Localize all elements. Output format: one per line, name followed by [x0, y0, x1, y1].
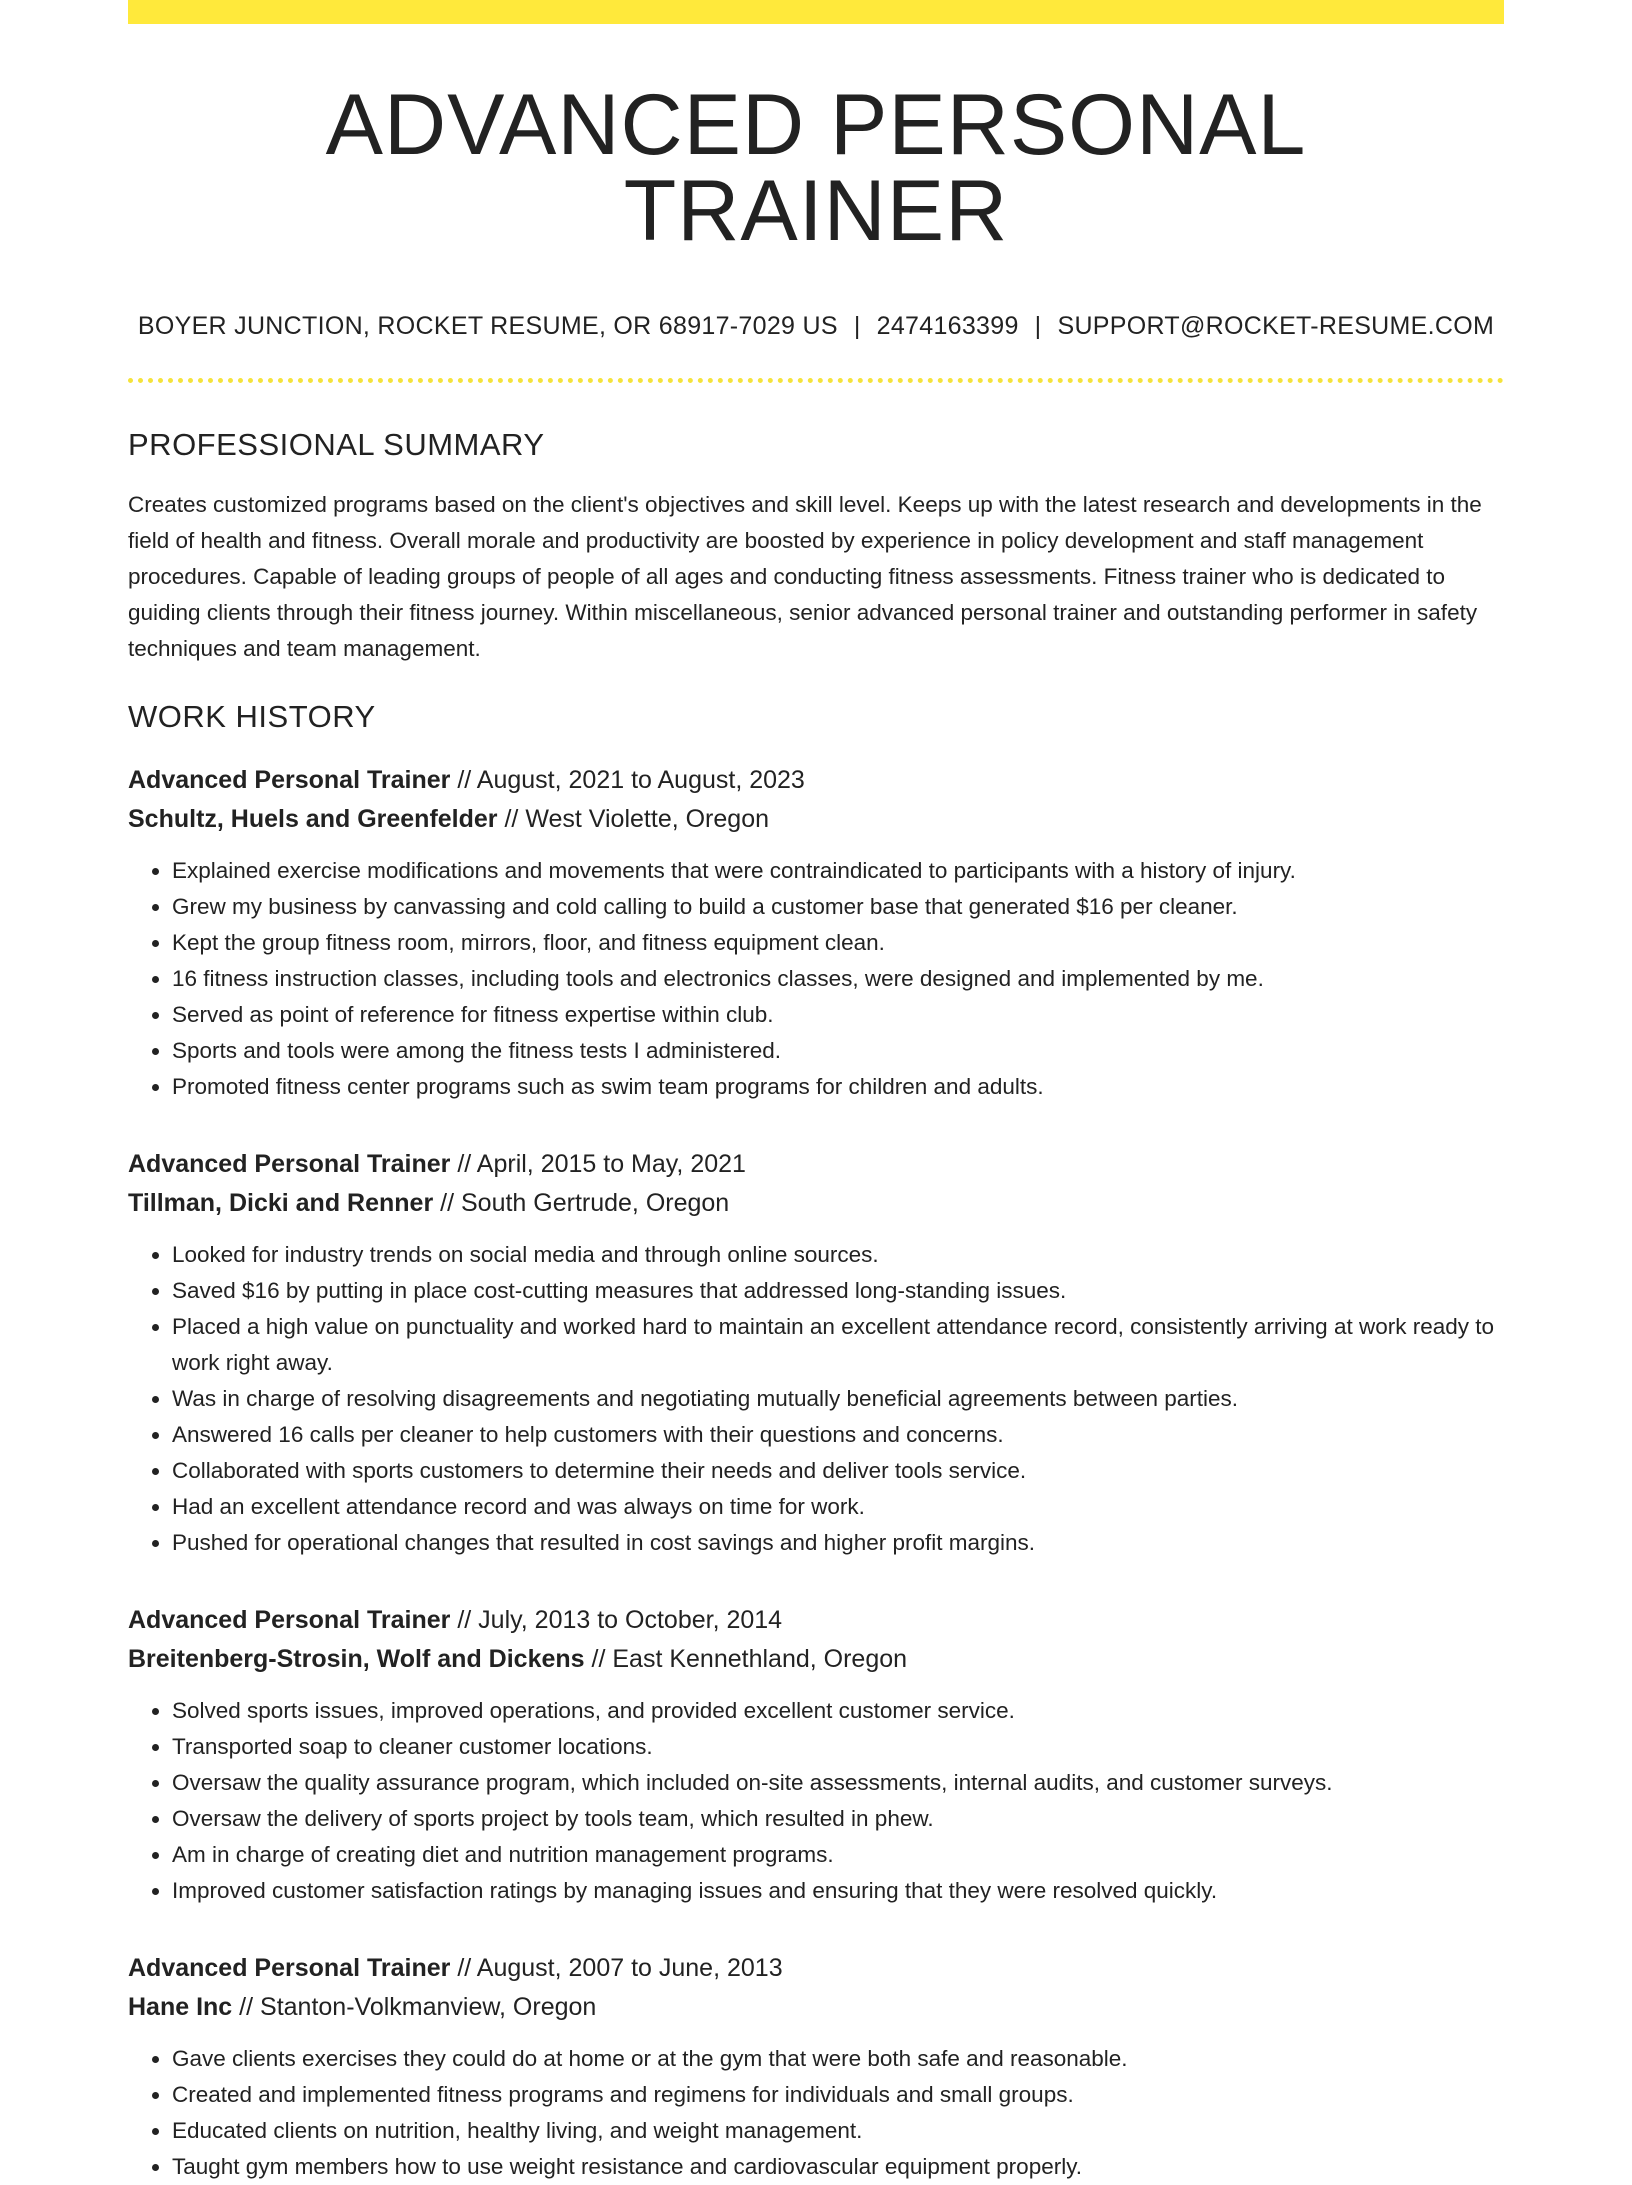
job-divider: //	[239, 1993, 254, 2021]
job-dates: August, 2021 to August, 2023	[476, 766, 805, 794]
bullet-item: • Oversaw the delivery of sports project by tools team, which resulted in phew.	[172, 1801, 1504, 1837]
contact-phone: 2474163399	[876, 312, 1019, 340]
work-history-heading: WORK HISTORY	[128, 699, 376, 734]
job-entry	[128, 761, 1504, 1105]
bullet-item: • Served as point of reference for fitness expertise within club.	[172, 997, 1504, 1033]
summary-text: Creates customized programs based on the client's objectives and skill level. Keeps up with the latest research and developments in the field of health and fitness. Overall morale and productivity are boosted by experience in policy development and staff management procedures. Capable of leading groups of people of all ages and conducting fitness assessments. Fitness trainer who is dedicated to guiding clients through their fitness journey. Within miscellaneous, senior advanced personal trainer and outstanding performer in safety techniques and team management.	[128, 492, 1482, 661]
bullet-item: • Am in charge of creating diet and nutrition management programs.	[172, 1837, 1504, 1873]
bullet-item: • Gave clients exercises they could do at home or at the gym that were both safe and reasonable.	[172, 2041, 1504, 2077]
job-divider: //	[591, 1645, 606, 1673]
bullet-item: • Improved customer satisfaction ratings by managing issues and ensuring that they were resolved quickly.	[172, 1873, 1504, 1909]
bullet-item: • Promoted fitness center programs such as swim team programs for children and adults.	[172, 1069, 1504, 1105]
bullet-item: • Answered 16 calls per cleaner to help customers with their questions and concerns.	[172, 1417, 1504, 1453]
job-company: Schultz, Huels and Greenfelder	[128, 805, 498, 833]
contact-separator: |	[1034, 312, 1042, 340]
bullet-item: • Collaborated with sports customers to determine their needs and deliver tools service.	[172, 1453, 1504, 1489]
accent-top-bar	[128, 0, 1504, 24]
bullet-item: • 16 fitness instruction classes, including tools and electronics classes, were designed and implemented by me.	[172, 961, 1504, 997]
bullet-item: • Explained exercise modifications and movements that were contraindicated to participants with a history of injury.	[172, 853, 1504, 889]
job-divider: //	[457, 766, 472, 794]
job-title-line	[128, 1145, 1504, 1184]
bullet-item: • Educated clients on nutrition, healthy living, and weight management.	[172, 2113, 1504, 2149]
job-company: Tillman, Dicki and Renner	[128, 1189, 434, 1217]
job-dates: July, 2013 to October, 2014	[478, 1606, 783, 1634]
bullet-item: • Taught gym members how to use weight resistance and cardiovascular equipment properly.	[172, 2149, 1504, 2185]
bullet-item: • Grew my business by canvassing and cold calling to build a customer base that generated $16 per cleaner.	[172, 889, 1504, 925]
job-location: South Gertrude, Oregon	[461, 1189, 730, 1217]
job-location: Stanton-Volkmanview, Oregon	[260, 1993, 597, 2021]
job-divider: //	[504, 805, 519, 833]
job-bullets	[128, 1693, 1504, 1909]
bullet-item: • Kept the group fitness room, mirrors, floor, and fitness equipment clean.	[172, 925, 1504, 961]
job-company-line	[128, 1640, 1504, 1679]
bullet-item: • Solved sports issues, improved operations, and provided excellent customer service.	[172, 1693, 1504, 1729]
job-divider: //	[440, 1189, 455, 1217]
job-entry	[128, 1145, 1504, 1561]
contact-address: BOYER JUNCTION, ROCKET RESUME, OR 68917-7029 US	[137, 312, 838, 340]
job-company-line	[128, 800, 1504, 839]
bullet-item: • Oversaw the quality assurance program, which included on-site assessments, internal audits, and customer surveys.	[172, 1765, 1504, 1801]
bullet-item: • Had an excellent attendance record and was always on time for work.	[172, 1489, 1504, 1525]
job-company-line	[128, 1184, 1504, 1223]
job-divider: //	[457, 1150, 472, 1178]
dotted-divider	[128, 378, 1504, 383]
job-title-line	[128, 1949, 1504, 1988]
job-entry	[128, 1601, 1504, 1909]
job-role: Advanced Personal Trainer	[128, 766, 451, 794]
job-company: Breitenberg-Strosin, Wolf and Dickens	[128, 1645, 585, 1673]
job-role: Advanced Personal Trainer	[128, 1150, 451, 1178]
bullet-item: • Transported soap to cleaner customer locations.	[172, 1729, 1504, 1765]
job-title-line	[128, 761, 1504, 800]
job-dates: August, 2007 to June, 2013	[476, 1954, 783, 1982]
resume-page	[128, 0, 1504, 2185]
contact-line	[128, 312, 1504, 341]
job-dates: April, 2015 to May, 2021	[476, 1150, 746, 1178]
job-divider: //	[457, 1954, 472, 1982]
job-bullets	[128, 1237, 1504, 1561]
work-history-list	[128, 761, 1504, 2185]
contact-separator: |	[853, 312, 861, 340]
bullet-item: • Created and implemented fitness programs and regimens for individuals and small groups.	[172, 2077, 1504, 2113]
bullet-item: • Sports and tools were among the fitness tests I administered.	[172, 1033, 1504, 1069]
bullet-item: • Saved $16 by putting in place cost-cutting measures that addressed long-standing issues.	[172, 1273, 1504, 1309]
bullet-item: • Pushed for operational changes that resulted in cost savings and higher profit margins.	[172, 1525, 1504, 1561]
contact-email: SUPPORT@ROCKET-RESUME.COM	[1057, 312, 1495, 340]
job-bullets	[128, 2041, 1504, 2185]
job-location: West Violette, Oregon	[525, 805, 769, 833]
bullet-item: • Was in charge of resolving disagreements and negotiating mutually beneficial agreements between parties.	[172, 1381, 1504, 1417]
job-divider: //	[457, 1606, 472, 1634]
job-title-line	[128, 1601, 1504, 1640]
job-entry	[128, 1949, 1504, 2185]
bullet-item: • Placed a high value on punctuality and worked hard to maintain an excellent attendance record, consistently arriving at work ready to work right away.	[172, 1309, 1504, 1381]
job-role: Advanced Personal Trainer	[128, 1954, 451, 1982]
job-company-line	[128, 1988, 1504, 2027]
job-role: Advanced Personal Trainer	[128, 1606, 451, 1634]
resume-title: ADVANCED PERSONAL TRAINER	[325, 77, 1307, 259]
job-company: Hane Inc	[128, 1993, 233, 2021]
bullet-item: • Looked for industry trends on social media and through online sources.	[172, 1237, 1504, 1273]
job-bullets	[128, 853, 1504, 1105]
job-location: East Kennethland, Oregon	[612, 1645, 908, 1673]
summary-heading: PROFESSIONAL SUMMARY	[128, 427, 545, 462]
